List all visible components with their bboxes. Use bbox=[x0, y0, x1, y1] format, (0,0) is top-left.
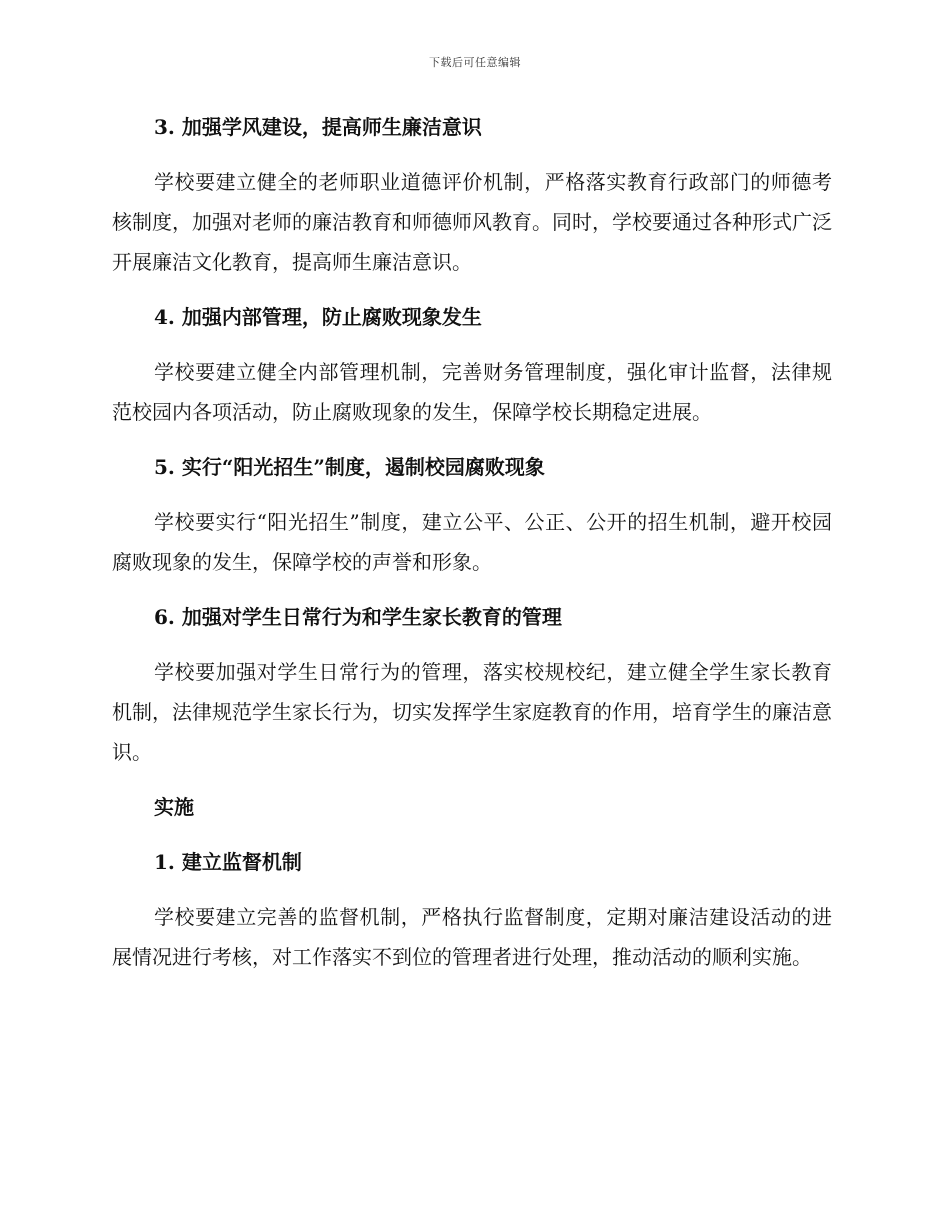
paragraph-internal-management: 学校要建立健全内部管理机制，完善财务管理制度，强化审计监督，法律规范校园内各项活动，防止腐败现象的发生，保障学校长期稳定进展。 bbox=[112, 360, 832, 424]
heading-5-sunshine-enrollment: 5. 实行“阳光招生”制度，遏制校园腐败现象 bbox=[154, 455, 545, 479]
paragraph-study-style: 学校要建立健全的老师职业道德评价机制，严格落实教育行政部门的师德考核制度，加强对老师的廉洁教育和师德师风教育。同时，学校要通过各种形式广泛开展廉洁文化教育，提高师生廉洁意识。 bbox=[112, 170, 832, 274]
document-body bbox=[112, 107, 832, 992]
heading-3-study-style: 3. 加强学风建设，提高师生廉洁意识 bbox=[154, 115, 482, 139]
heading-4-internal-management: 4. 加强内部管理，防止腐败现象发生 bbox=[154, 305, 482, 329]
paragraph-supervision: 学校要建立完善的监督机制，严格执行监督制度，定期对廉洁建设活动的进展情况进行考核，对工作落实不到位的管理者进行处理，推动活动的顺利实施。 bbox=[112, 905, 832, 969]
heading-1-supervision: 1. 建立监督机制 bbox=[154, 850, 302, 874]
page-header: 下载后可任意编辑 bbox=[429, 56, 521, 69]
heading-6-student-behavior: 6. 加强对学生日常行为和学生家长教育的管理 bbox=[154, 605, 562, 629]
section-title-implementation: 实施 bbox=[154, 795, 194, 819]
paragraph-student-behavior: 学校要加强对学生日常行为的管理，落实校规校纪，建立健全学生家长教育机制，法律规范学生家长行为，切实发挥学生家庭教育的作用，培育学生的廉洁意识。 bbox=[112, 660, 832, 764]
paragraph-sunshine-enrollment: 学校要实行“阳光招生”制度，建立公平、公正、公开的招生机制，避开校园腐败现象的发生，保障学校的声誉和形象。 bbox=[112, 510, 832, 574]
